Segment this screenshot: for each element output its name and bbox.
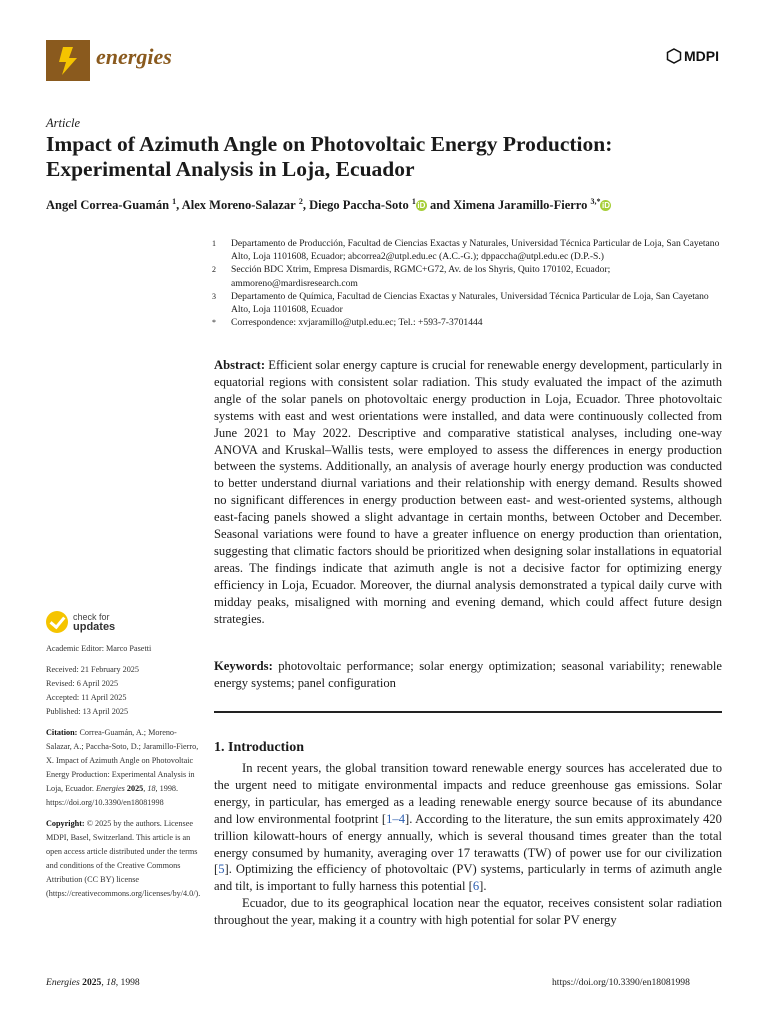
footer-citation: Energies 2025, 18, 1998 bbox=[46, 977, 140, 988]
abstract-text: Efficient solar energy capture is crucial for renewable energy development, particularly in equatorial regions with consistent solar radiation. This study evaluated the impact of the azimuth angle of the solar panels on photovoltaic energy production in Loja, Ecuador. Three photovoltaic systems with east and west orientations were installed, and data were continuously collected from June 2021 to May 2022. Descriptive and comparative statistical analyses, including one-way ANOVA and Kruskal–Wallis tests, were employed to assess the differences in energy production between the systems. Additionally, an analysis of average hourly energy production was conducted to better understand diurnal variations and their relationship with energy demand. Results showed no significant differences in energy production between east- and west-oriented systems, although east-facing panels showed a slight advantage in certain months, between October and December. Seasonal variations were found to have a greater influence on energy production than orientation, suggesting that climatic factors should be prioritized when designing solar installations in equatorial areas. The findings indicate that azimuth angle is not a decisive factor for optimizing energy efficiency in Loja, Ecuador. Moreover, the diurnal analysis demonstrated a typical daily curve with midday peaks, misaligned with morning and evening demand, which could affect future design strategies. bbox=[214, 358, 722, 626]
copyright-label: Copyright: bbox=[46, 819, 85, 828]
keywords-label: Keywords: bbox=[214, 659, 273, 673]
footer-volume: 18 bbox=[106, 977, 116, 988]
citation-link[interactable]: 5 bbox=[218, 862, 225, 877]
footer-year: 2025 bbox=[82, 977, 102, 988]
author-affiliation-mark: 1 bbox=[172, 197, 177, 206]
paragraph-text: In recent years, the global transition toward renewable energy sources has accelerated due to the urgent need to mitigate environmental impacts and reduce greenhouse gas emissions. Solar energy, in particular, has emerged as a leading renewable energy source because of its abundance and low environmental footprint [ bbox=[214, 761, 722, 826]
citation-link[interactable]: 1–4 bbox=[386, 811, 406, 826]
paragraph-text: ]. According to the literature, the sun emits approximately 420 trillion kilowatt-hours of energy annually, which is several thousand times greater than the total energy consumed by humanity, averaging over 17 terawatts (TW) of power use for our civilization [ bbox=[214, 811, 722, 877]
affiliation-item bbox=[212, 263, 727, 289]
date-revised: Revised: 6 April 2025 bbox=[46, 679, 119, 688]
lightning-bolt-icon bbox=[46, 40, 90, 81]
author-name[interactable]: Ximena Jaramillo-Fierro bbox=[453, 198, 588, 213]
article-type: Article bbox=[46, 116, 81, 130]
affiliation-text: Departamento de Producción, Facultad de Ciencias Exactas y Naturales, Universidad Técnica Particular de Loja, San Cayetano Alto, Loja 1101608, Ecuador; abcorrea2@utpl.edu.ec (A.C.-G.); dppaccha@utpl.edu.ec (D.P.-S.) bbox=[231, 238, 720, 263]
mdpi-hexagon-icon bbox=[666, 48, 682, 64]
author-name[interactable]: Diego Paccha-Soto bbox=[309, 198, 409, 213]
section-heading: 1. Introduction bbox=[214, 740, 304, 755]
correspondence bbox=[212, 316, 727, 329]
author-separator: , bbox=[176, 198, 182, 213]
author-separator: and bbox=[426, 198, 454, 213]
author-affiliation-mark: 3,* bbox=[590, 197, 601, 206]
author-name[interactable]: Angel Correa-Guamán bbox=[46, 198, 170, 213]
citation-year: 2025 bbox=[126, 784, 144, 793]
date-published: Published: 13 April 2025 bbox=[46, 707, 129, 716]
abstract bbox=[214, 357, 722, 628]
correspondence-mark: * bbox=[212, 318, 216, 328]
citation-link[interactable]: 6 bbox=[472, 879, 480, 894]
journal-logo bbox=[46, 40, 90, 81]
introduction-body bbox=[214, 760, 722, 929]
paragraph-text: ]. Optimizing the efficiency of photovoltaic (PV) systems, particularly in terms of azimuth angle and tilt, is important to fully harness this potential [ bbox=[214, 862, 722, 894]
affiliation-text: Sección BDC Xtrim, Empresa Dismardis, RGMC+G72, Av. de los Shyris, Quito 170102, Ecuador; ammoreno@mardisresearch.com bbox=[231, 264, 611, 289]
article-info-sidebar bbox=[46, 642, 201, 908]
affiliation-item bbox=[212, 237, 727, 263]
paragraph bbox=[214, 760, 722, 895]
author-separator: , bbox=[302, 198, 310, 213]
check-for-updates-button[interactable] bbox=[46, 611, 115, 633]
author-name[interactable]: Alex Moreno-Salazar bbox=[181, 198, 296, 213]
check-updates-line1: check for bbox=[73, 612, 110, 622]
footer-doi-link[interactable]: https://doi.org/10.3390/en18081998 bbox=[552, 977, 690, 988]
affiliations bbox=[212, 237, 727, 329]
citation-volume: 18 bbox=[147, 784, 156, 793]
orcid-icon[interactable]: iD bbox=[601, 201, 610, 211]
journal-name[interactable]: energies bbox=[96, 44, 172, 69]
citation-journal: Energies bbox=[96, 784, 125, 793]
affiliation-mark: 1 bbox=[212, 239, 216, 248]
author-list bbox=[46, 197, 611, 213]
copyright bbox=[46, 817, 201, 901]
date-accepted: Accepted: 11 April 2025 bbox=[46, 693, 127, 702]
citation-doi[interactable]: , 1998. https://doi.org/10.3390/en18081998 bbox=[46, 784, 179, 807]
citation-label: Citation: bbox=[46, 728, 78, 737]
affiliation-mark: 3 bbox=[212, 291, 216, 301]
affiliation-text: Departamento de Química, Facultad de Ciencias Exactas y Naturales, Universidad Técnica Particular de Loja, San Cayetano Alto, Loja 1101608, Ecuador bbox=[231, 290, 709, 316]
publisher-name: MDPI bbox=[684, 48, 719, 64]
citation: Citation: Correa-Guamán, A.; Moreno-Salazar, A.; Paccha-Soto, D.; Jaramillo-Fierro, X. Impact of Azimuth Angle on Photovoltaic Energy Production: Experimental Analysis in Loja, Ecuador. Energies 2025, 18, 1998. https://doi.org/10.3390/en18081998 bbox=[46, 728, 199, 807]
citation-text: Correa-Guamán, A.; Moreno-Salazar, A.; Paccha-Soto, D.; Jaramillo-Fierro, X. Impact of Azimuth Angle on Photovoltaic Energy Production: Experimental Analysis in Loja, Ecuador. bbox=[46, 728, 199, 793]
check-icon bbox=[46, 611, 68, 633]
affiliation-item bbox=[212, 290, 727, 316]
publisher-logo[interactable] bbox=[666, 48, 719, 64]
paragraph-text: ]. bbox=[479, 879, 487, 894]
section-divider bbox=[214, 711, 722, 713]
correspondence-text: Correspondence: xvjaramillo@utpl.edu.ec; Tel.: +593-7-3701444 bbox=[231, 317, 483, 329]
copyright-text: © 2025 by the authors. Licensee MDPI, Basel, Switzerland. This article is an open access article distributed under the terms and conditions of the Creative Commons Attribution (CC BY) license (https://creativecommons.org/licenses/by/4.0/). bbox=[46, 819, 201, 898]
orcid-icon[interactable]: iD bbox=[417, 201, 426, 211]
affiliation-mark: 2 bbox=[212, 265, 216, 275]
date-received: Received: 21 February 2025 bbox=[46, 665, 139, 674]
article-title: Impact of Azimuth Angle on Photovoltaic Energy Production: Experimental Analysis in Loja, Ecuador bbox=[46, 132, 613, 181]
author-affiliation-mark: 1 bbox=[411, 197, 416, 206]
footer-article-number: , 1998 bbox=[115, 977, 140, 988]
author-affiliation-mark: 2 bbox=[298, 197, 303, 206]
abstract-label: Abstract: bbox=[214, 358, 266, 372]
check-updates-line2: updates bbox=[73, 621, 116, 633]
keywords bbox=[214, 658, 722, 692]
keywords-text: photovoltaic performance; solar energy optimization; seasonal variability; renewable energy systems; panel configuration bbox=[214, 659, 722, 690]
academic-editor: Academic Editor: Marco Pasetti bbox=[46, 644, 152, 653]
paragraph: Ecuador, due to its geographical location near the equator, receives consistent solar radiation throughout the year, making it a country with high potential for solar PV energy bbox=[214, 896, 722, 928]
article-dates bbox=[46, 663, 201, 719]
footer-journal: Energies bbox=[46, 977, 80, 988]
